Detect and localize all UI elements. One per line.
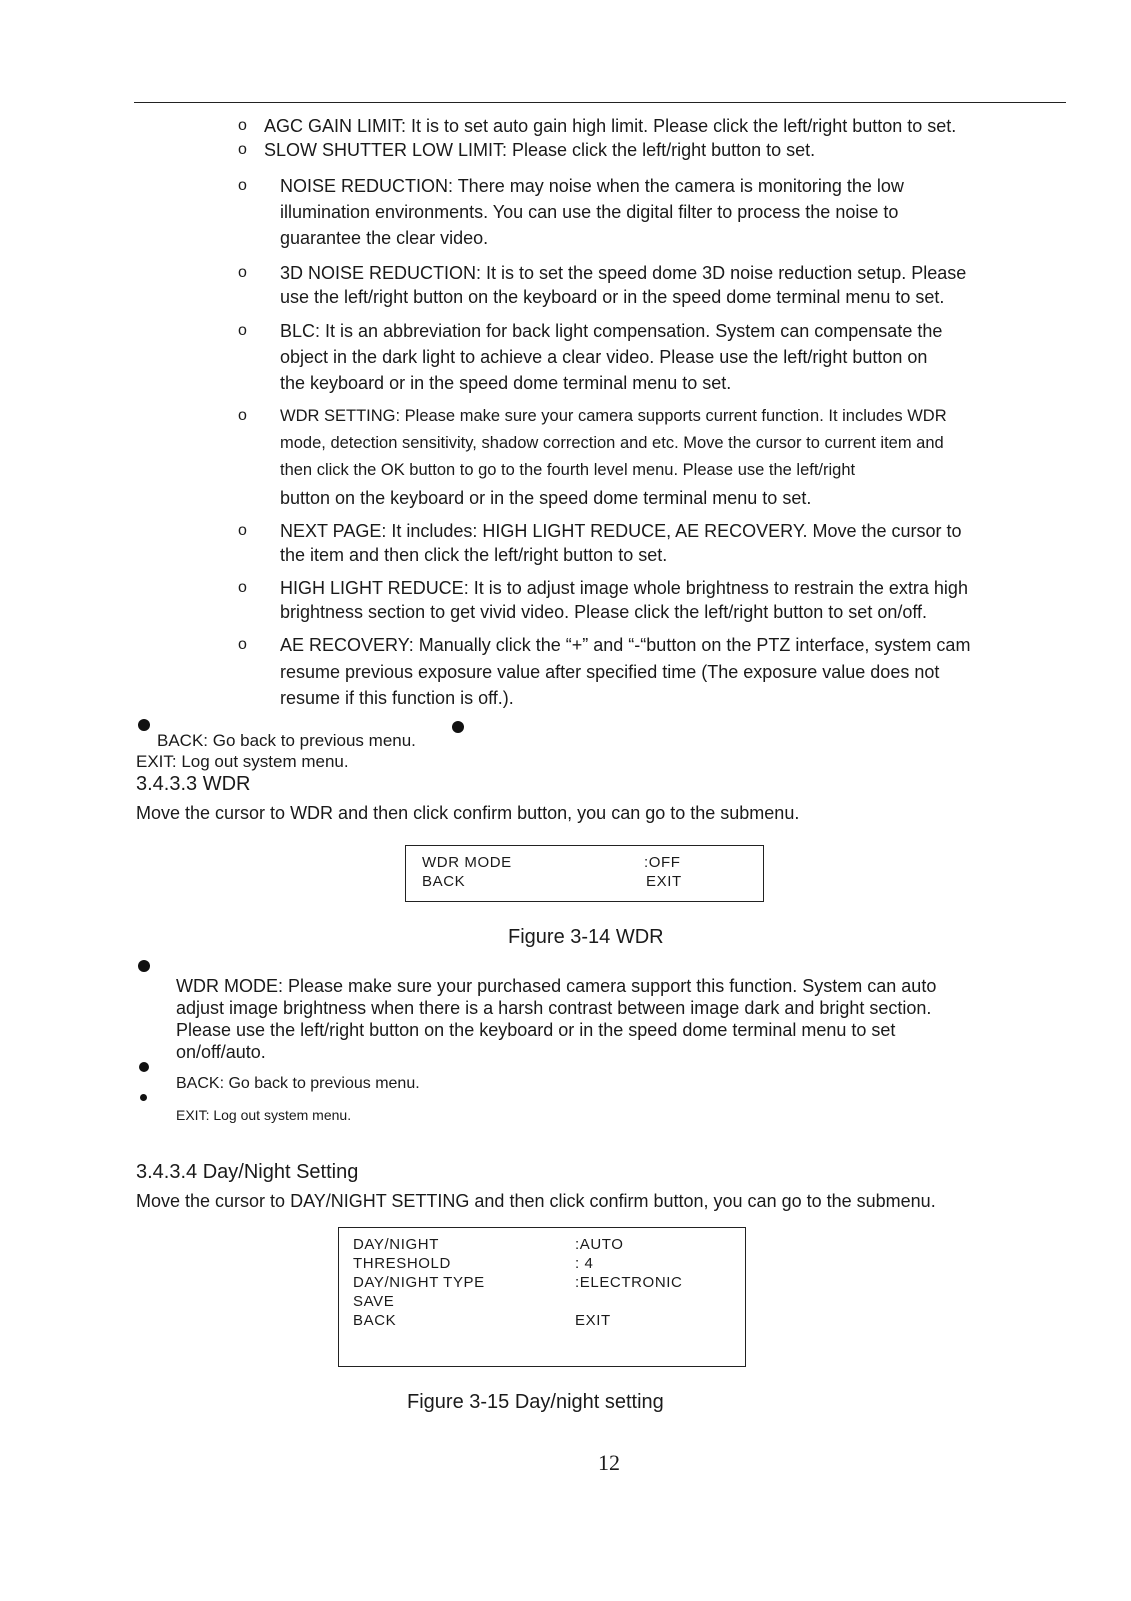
sub-bullet-marker: o	[238, 522, 247, 539]
sub-item-line: then click the OK button to go to the fourth level menu. Please use the left/right	[280, 461, 856, 479]
sub-item-line: brightness section to get vivid video. Please click the left/right button to set on/off.	[280, 602, 928, 622]
exit-description: EXIT: Log out system menu.	[136, 752, 349, 771]
menu-label: BACK	[353, 1312, 397, 1329]
sub-item-line: mode, detection sensitivity, shadow correction and etc. Move the cursor to current item and	[280, 434, 944, 452]
sub-item-line: WDR SETTING: Please make sure your camera supports current function. It includes WDR	[280, 407, 947, 425]
wdr-mode-line: Please use the left/right button on the keyboard or in the speed dome terminal menu to set	[176, 1020, 896, 1040]
bullet-dot	[139, 1062, 149, 1072]
sub-item-line: resume if this function is off.).	[280, 688, 514, 708]
sub-item-line: AGC GAIN LIMIT: It is to set auto gain high limit. Please click the left/right button to set.	[264, 116, 957, 136]
bullet-dot	[140, 1094, 147, 1101]
menu-value: :ELECTRONIC	[575, 1274, 683, 1291]
wdr-back-description: BACK: Go back to previous menu.	[176, 1075, 420, 1092]
menu-value: : 4	[575, 1255, 594, 1272]
sub-bullet-marker: o	[238, 264, 247, 281]
daynight-menu-figure	[338, 1227, 746, 1367]
menu-label: DAY/NIGHT TYPE	[353, 1274, 485, 1291]
menu-value: EXIT	[575, 1312, 611, 1329]
figure-caption-wdr: Figure 3-14 WDR	[508, 926, 664, 948]
sub-item-line: resume previous exposure value after specified time (The exposure value does not	[280, 662, 940, 682]
sub-item-line: the item and then click the left/right button to set.	[280, 545, 668, 565]
sub-item-line: object in the dark light to achieve a clear video. Please use the left/right button on	[280, 347, 928, 367]
page-number: 12	[598, 1450, 620, 1475]
header-rule	[134, 102, 1066, 103]
figure-caption-day-night: Figure 3-15 Day/night setting	[407, 1391, 664, 1413]
menu-label: BACK	[422, 873, 466, 890]
bullet-dot	[138, 719, 150, 731]
sub-item-line: NEXT PAGE: It includes: HIGH LIGHT REDUCE, AE RECOVERY. Move the cursor to	[280, 521, 962, 541]
sub-item-line: AE RECOVERY: Manually click the “+” and “-“button on the PTZ interface, system cam	[280, 635, 971, 655]
menu-label: THRESHOLD	[353, 1255, 451, 1272]
menu-label: SAVE	[353, 1293, 395, 1310]
sub-bullet-marker: o	[238, 141, 247, 158]
wdr-exit-description: EXIT: Log out system menu.	[176, 1107, 352, 1123]
sub-item-line: the keyboard or in the speed dome terminal menu to set.	[280, 373, 732, 393]
daynight-intro: Move the cursor to DAY/NIGHT SETTING and then click confirm button, you can go to the submenu.	[136, 1191, 936, 1211]
wdr-menu-figure	[405, 845, 764, 902]
wdr-mode-description	[176, 975, 936, 1063]
wdr-intro: Move the cursor to WDR and then click confirm button, you can go to the submenu.	[136, 803, 800, 823]
sub-item-line: 3D NOISE REDUCTION: It is to set the speed dome 3D noise reduction setup. Please	[280, 263, 967, 283]
sub-item-line: BLC: It is an abbreviation for back light compensation. System can compensate the	[280, 321, 943, 341]
sub-bullet-marker: o	[238, 636, 247, 653]
sub-bullet-marker: o	[238, 117, 247, 134]
sub-item-line: HIGH LIGHT REDUCE: It is to adjust image whole brightness to restrain the extra high	[280, 578, 968, 598]
menu-label: WDR MODE	[422, 854, 512, 871]
sub-item-line: SLOW SHUTTER LOW LIMIT: Please click the left/right button to set.	[264, 140, 816, 160]
sub-bullet-marker: o	[238, 177, 247, 194]
wdr-mode-line: on/off/auto.	[176, 1042, 266, 1062]
sub-bullet-marker: o	[238, 579, 247, 596]
sub-bullet-marker: o	[238, 322, 247, 339]
section-heading-day-night: 3.4.3.4 Day/Night Setting	[136, 1161, 359, 1183]
menu-label: DAY/NIGHT	[353, 1236, 439, 1253]
bullet-dot	[138, 960, 150, 972]
sub-item-line: NOISE REDUCTION: There may noise when the camera is monitoring the low	[280, 176, 904, 196]
sub-item-line: illumination environments. You can use the digital filter to process the noise to	[280, 202, 899, 222]
wdr-mode-line: WDR MODE: Please make sure your purchased camera support this function. System can auto	[176, 976, 937, 996]
sub-item-line: use the left/right button on the keyboard or in the speed dome terminal menu to set.	[280, 287, 945, 307]
menu-value: :OFF	[644, 854, 681, 871]
back-description: BACK: Go back to previous menu.	[157, 731, 416, 750]
sub-item-line: button on the keyboard or in the speed dome terminal menu to set.	[280, 488, 812, 508]
bullet-dot	[452, 721, 464, 733]
menu-value: :AUTO	[575, 1236, 624, 1253]
wdr-mode-line: adjust image brightness when there is a harsh contrast between image dark and bright section.	[176, 998, 932, 1018]
menu-value: EXIT	[646, 873, 682, 890]
section-heading-wdr: 3.4.3.3 WDR	[136, 773, 251, 795]
sub-item-line: guarantee the clear video.	[280, 228, 489, 248]
sub-bullet-marker: o	[238, 407, 247, 424]
